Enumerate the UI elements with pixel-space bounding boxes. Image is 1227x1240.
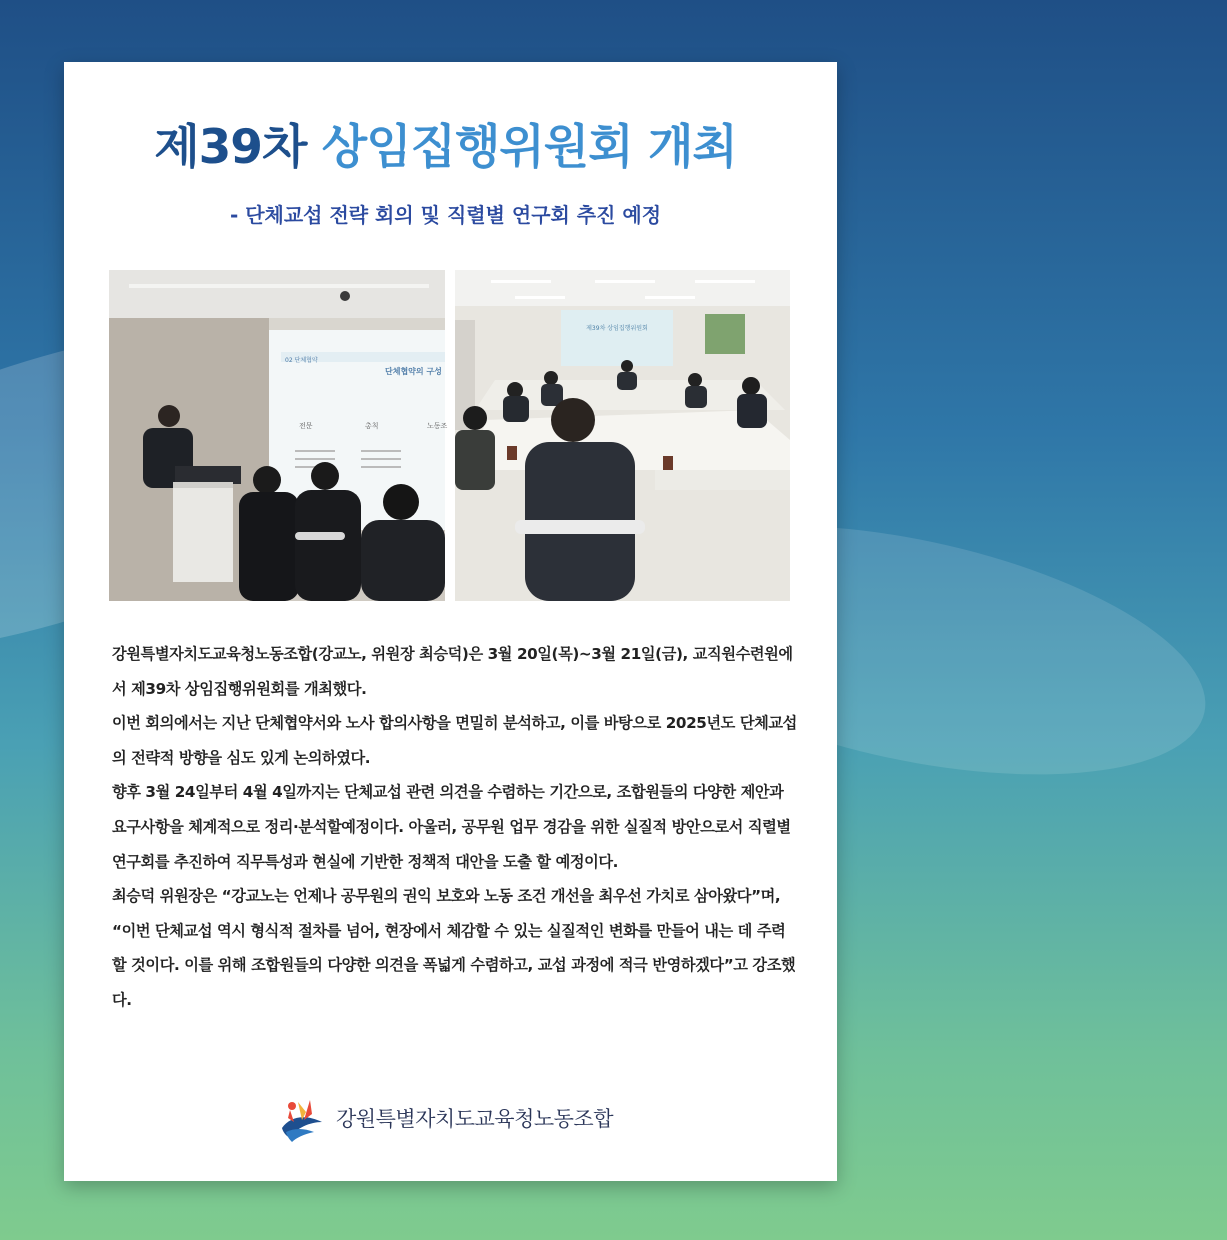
presentation-photo-image xyxy=(109,270,448,601)
slide-col-1: 전문 xyxy=(299,422,313,430)
article-body xyxy=(112,637,798,1018)
slide-header: 02 단체협약 xyxy=(285,357,318,364)
slide-col-3: 노동조 xyxy=(427,422,448,430)
article-paragraph: 강원특별자치도교육청노동조합(강교노, 위원장 최승덕)은 3월 20일(목)~3월 21일(금), 교직원수련원에서 제39차 상임집행위원회를 개최했다. xyxy=(112,645,793,698)
article-paragraph: 최승덕 위원장은 “강교노는 언제나 공무원의 권익 보호와 노동 조건 개선을 최우선 가치로 삼아왔다”며, “이번 단체교섭 역시 형식적 절차를 넘어, 현장에서 체감할 수 있는 실질적인 변화를 만들어 내는 데 주력할 것이다. 이를 위해 조합원들의 다양한 의견을 폭넓게 수렴하고, 교섭 과정에 적극 반영하겠다”고 강조했다. xyxy=(112,887,796,1009)
union-emblem-icon xyxy=(276,1092,328,1144)
slide-col-2: 총칙 xyxy=(365,422,379,430)
presentation-photo xyxy=(109,270,448,601)
org-name: 강원특별자치도교육청노동조합 xyxy=(336,1107,614,1131)
slide-title: 단체협약의 구성 xyxy=(385,367,442,376)
title-part-1: 제39차 xyxy=(154,120,307,175)
page-subtitle: - 단체교섭 전략 회의 및 직렬별 연구회 추진 예정 xyxy=(229,203,662,227)
article-paragraph: 향후 3월 24일부터 4월 4일까지는 단체교섭 관련 의견을 수렴하는 기간으로, 조합원들의 다양한 제안과 요구사항을 체계적으로 정리·분석할예정이다. 아울러, 공무원 업무 경감을 위한 실질적 방안으로서 직렬별 연구회를 추진하여 직무특성과 현실에 기반한 정책적 대안을 도출 할 예정이다. xyxy=(112,783,791,871)
meeting-room-photo xyxy=(455,270,790,601)
article-paragraph: 이번 회의에서는 지난 단체협약서와 노사 합의사항을 면밀히 분석하고, 이를 바탕으로 2025년도 단체교섭의 전략적 방향을 심도 있게 논의하였다. xyxy=(112,714,797,767)
meeting-room-photo-image xyxy=(455,270,790,601)
screen-text: 제39차 상임집행위원회 xyxy=(586,325,648,332)
title-part-2: 상임집행위원회 개최 xyxy=(321,120,737,175)
page-title xyxy=(0,110,891,177)
union-logo xyxy=(276,1092,613,1144)
